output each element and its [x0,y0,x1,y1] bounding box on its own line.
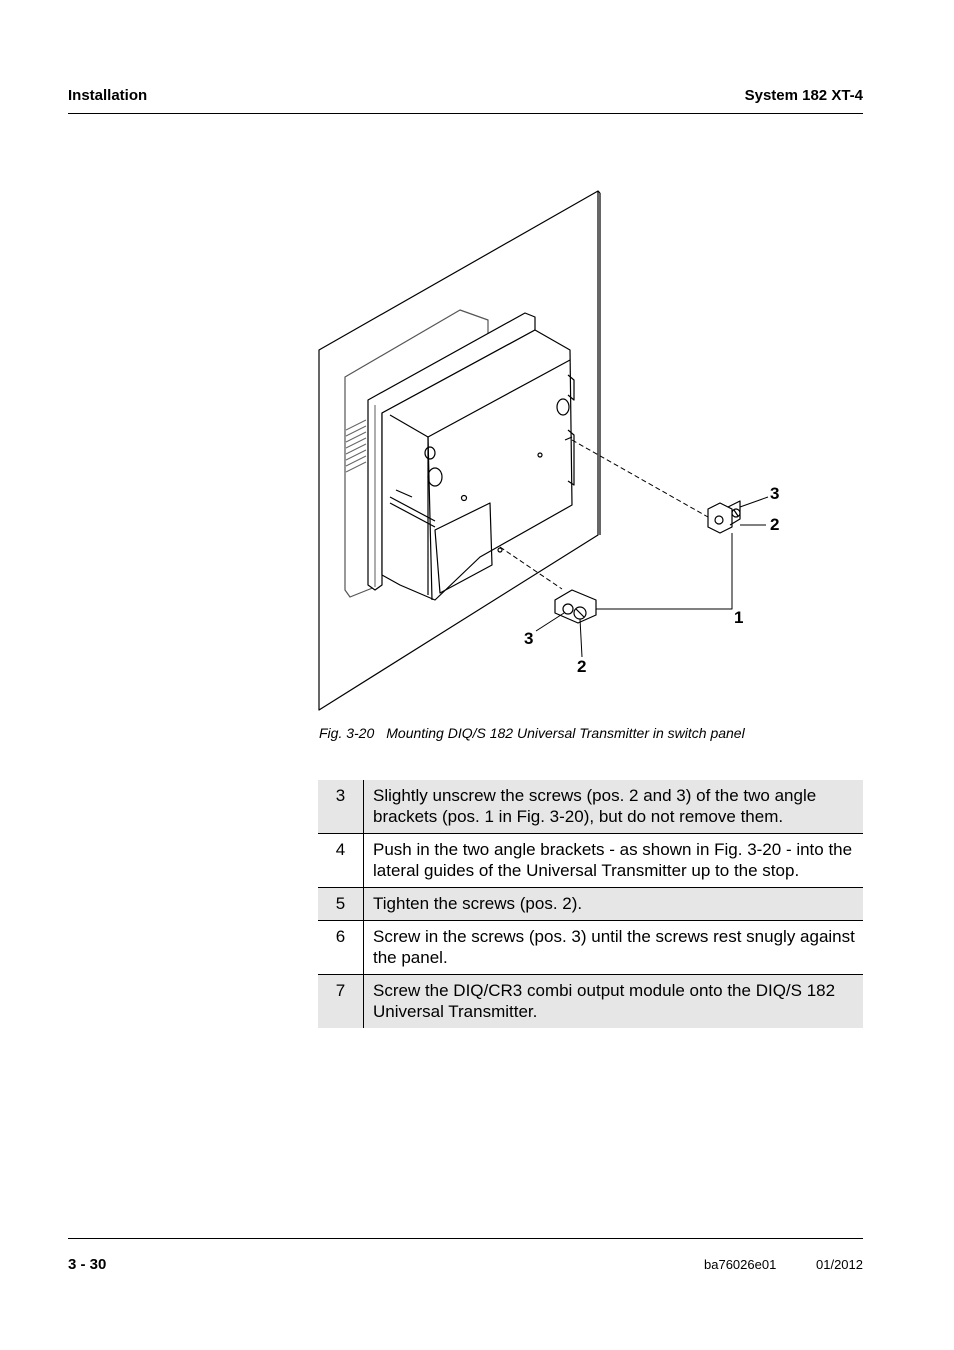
figure-caption [319,725,745,741]
page-number: 3 - 30 [68,1256,107,1273]
step-row [318,921,863,975]
step-number: 3 [318,780,364,834]
document-id: ba76026e01 [704,1257,777,1272]
label-lower-3: 3 [524,629,534,648]
step-number: 6 [318,921,364,975]
step-row [318,975,863,1029]
figure-caption-text: Mounting DIQ/S 182 Universal Transmitter in switch panel [386,725,745,741]
step-text: Push in the two angle brackets - as shown in Fig. 3-20 - into the lateral guides of the Universal Transmitter up to the stop. [364,834,864,888]
step-text: Screw in the screws (pos. 3) until the screws rest snugly against the panel. [364,921,864,975]
step-row [318,888,863,921]
footer-rule [68,1238,863,1239]
header-section: Installation [68,87,148,104]
instruction-steps-table [318,780,863,1028]
step-text: Screw the DIQ/CR3 combi output module onto the DIQ/S 182 Universal Transmitter. [364,975,864,1029]
label-bracket-1: 1 [734,608,744,627]
document-date: 01/2012 [816,1257,863,1272]
step-row [318,780,863,834]
mounting-illustration [300,185,840,715]
step-row [318,834,863,888]
figure-number: Fig. 3-20 [319,725,375,741]
angle-bracket-lower [555,590,596,623]
header-product: System 182 XT-4 [744,87,863,104]
label-upper-2: 2 [770,515,780,534]
step-text: Slightly unscrew the screws (pos. 2 and 3) of the two angle brackets (pos. 1 in Fig. 3-20), but do not remove them. [364,780,864,834]
step-text: Tighten the screws (pos. 2). [364,888,864,921]
label-upper-3: 3 [770,484,780,503]
step-number: 4 [318,834,364,888]
step-number: 7 [318,975,364,1029]
header-rule [68,113,863,114]
step-number: 5 [318,888,364,921]
label-lower-2: 2 [577,657,587,676]
angle-bracket-upper [708,501,740,533]
